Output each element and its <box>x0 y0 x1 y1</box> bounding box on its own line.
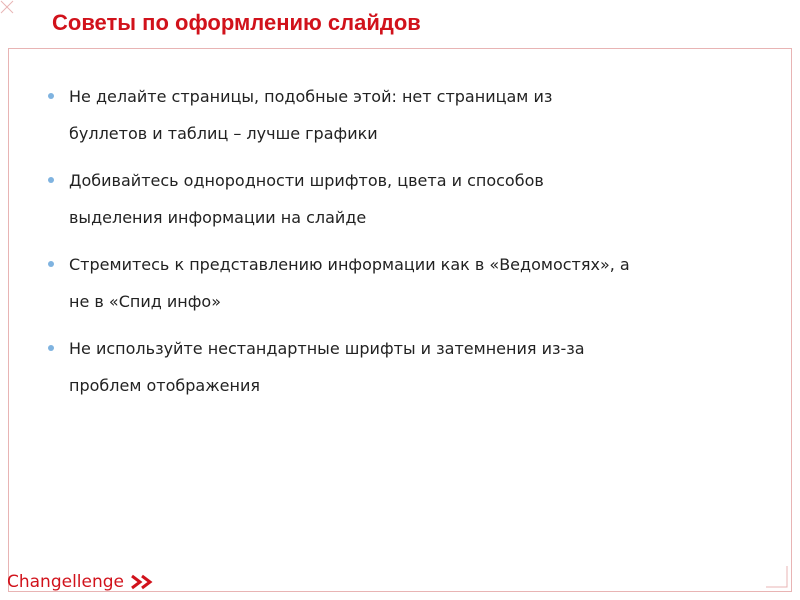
bullet-line-2: не в «Спид инфо» <box>69 292 221 311</box>
frame-left-line <box>8 48 9 592</box>
bullet-line-1: Стремитесь к представлению информации как в «Ведомостях», а <box>69 255 630 274</box>
bullet-dot-icon <box>48 93 54 99</box>
bullet-item <box>48 162 748 236</box>
slide-title: Советы по оформлению слайдов <box>52 10 421 35</box>
bullet-line-2: буллетов и таблиц – лучше графики <box>69 124 378 143</box>
bullet-line-1: Не используйте нестандартные шрифты и затемнения из-за <box>69 339 585 358</box>
bullet-line-1: Добивайтесь однородности шрифтов, цвета и способов <box>69 171 544 190</box>
bullet-list <box>48 78 748 414</box>
bullet-dot-icon <box>48 345 54 351</box>
bullet-item <box>48 330 748 404</box>
corner-cross-icon <box>0 0 14 14</box>
bullet-line-2: проблем отображения <box>69 376 260 395</box>
bullet-item <box>48 246 748 320</box>
bullet-dot-icon <box>48 177 54 183</box>
bullet-line-2: выделения информации на слайде <box>69 208 367 227</box>
corner-bracket-icon <box>766 566 788 588</box>
bullet-line-1: Не делайте страницы, подобные этой: нет страницам из <box>69 87 553 106</box>
logo-text: Changellenge <box>7 572 125 592</box>
double-chevron-right-icon <box>130 574 156 590</box>
bullet-item <box>48 78 748 152</box>
frame-top-line <box>8 48 792 49</box>
brand-logo <box>7 570 156 594</box>
bullet-dot-icon <box>48 261 54 267</box>
frame-right-line <box>791 48 792 592</box>
